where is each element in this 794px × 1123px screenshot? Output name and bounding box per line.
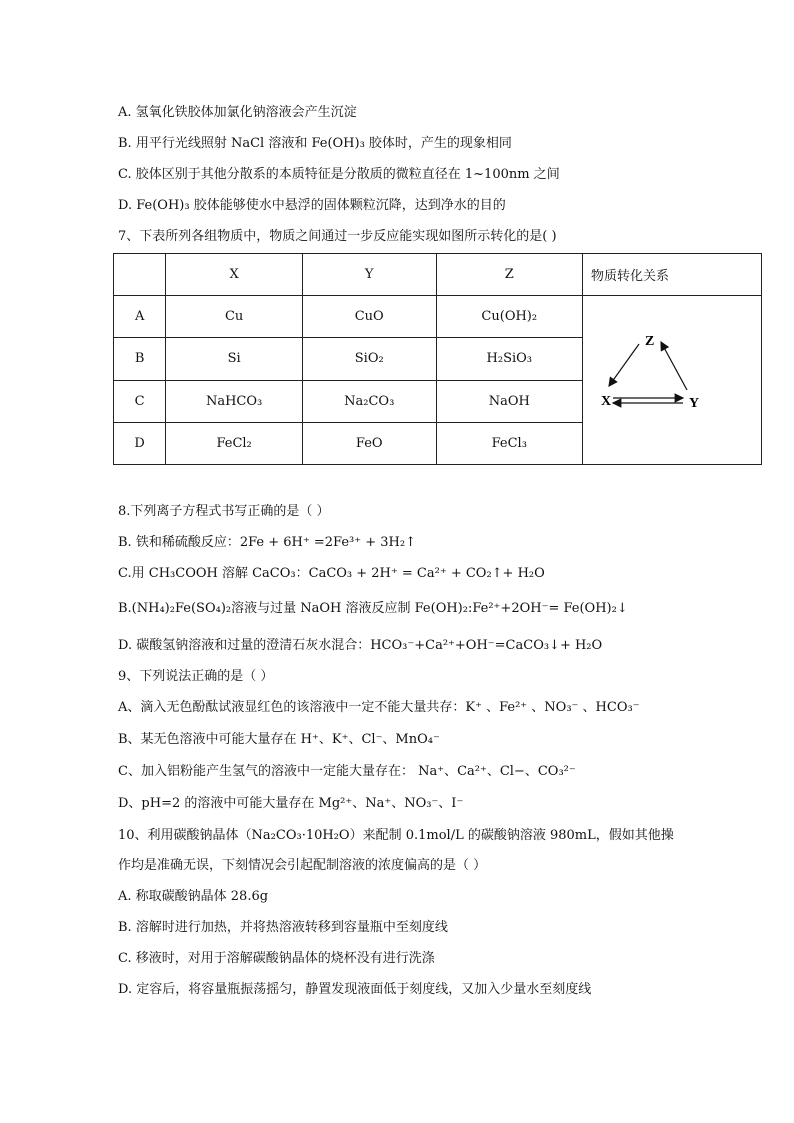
q6-option-b: B. 用平行光线照射 NaCl 溶液和 Fe(OH)₃ 胶体时，产生的现象相同 [118, 136, 512, 151]
q7-table [113, 253, 762, 465]
q8-stem: 8.下列离子方程式书写正确的是（ ） [118, 504, 330, 519]
q8-option-3: B.(NH₄)₂Fe(SO₄)₂溶液与过量 NaOH 溶液反应制 Fe(OH)₂:Fe²⁺+2OH⁻= Fe(OH)₂↓ [118, 601, 628, 616]
cell-x: FeCl₂ [166, 422, 303, 464]
cell-y: FeO [302, 422, 436, 464]
q10-option-d: D. 定容后，将容量瓶振荡摇匀，静置发现液面低于刻度线，又加入少量水至刻度线 [118, 982, 592, 997]
q9-option-a: A、滴入无色酚酞试液显红色的该溶液中一定不能大量共存：K⁺ 、Fe²⁺ 、NO₃⁻ 、HCO₃⁻ [118, 700, 640, 715]
q8-option-1: B. 铁和稀硫酸反应：2Fe + 6H⁺ =2Fe³⁺ + 3H₂↑ [118, 535, 416, 550]
header-cell-x: X [166, 254, 303, 296]
arrow-y-to-z [661, 342, 687, 390]
conversion-diagram-cell [583, 296, 762, 465]
q9-option-d: D、pH=2 的溶液中可能大量存在 Mg²⁺、Na⁺、NO₃⁻、I⁻ [118, 796, 464, 811]
cell-x: NaHCO₃ [166, 380, 303, 422]
q10-stem-line-1: 10、利用碳酸钠晶体（Na₂CO₃·10H₂O）来配制 0.1mol/L 的碳酸钠溶液 980mL，假如其他操 [118, 828, 674, 843]
q10-option-b: B. 溶解时进行加热，并将热溶液转移到容量瓶中至刻度线 [118, 920, 448, 935]
q9-option-b: B、某无色溶液中可能大量存在 H⁺、K⁺、Cl⁻、MnO₄⁻ [118, 732, 440, 747]
table-header-row [114, 254, 762, 296]
conversion-diagram [583, 296, 761, 460]
table-row [114, 296, 762, 338]
diagram-y-label: Y [689, 396, 700, 411]
cell-z: Cu(OH)₂ [436, 296, 582, 338]
arrow-z-to-x [609, 344, 639, 386]
q6-option-d: D. Fe(OH)₃ 胶体能够使水中悬浮的固体颗粒沉降，达到净水的目的 [118, 198, 506, 213]
cell-z: FeCl₃ [436, 422, 582, 464]
header-cell-y: Y [302, 254, 436, 296]
q9-stem: 9、下列说法正确的是（ ） [118, 669, 274, 684]
row-label: C [114, 380, 166, 422]
cell-y: Na₂CO₃ [302, 380, 436, 422]
header-cell-z: Z [436, 254, 582, 296]
q6-option-c: C. 胶体区别于其他分散系的本质特征是分散质的微粒直径在 1~100nm 之间 [118, 167, 560, 182]
header-cell-label [114, 254, 166, 296]
cell-x: Cu [166, 296, 303, 338]
diagram-z-label: Z [645, 334, 655, 349]
cell-y: CuO [302, 296, 436, 338]
row-label: B [114, 338, 166, 380]
cell-x: Si [166, 338, 303, 380]
q8-option-2: C.用 CH₃COOH 溶解 CaCO₃：CaCO₃ + 2H⁺ = Ca²⁺ + CO₂↑+ H₂O [118, 566, 545, 581]
diagram-x-label: X [601, 394, 612, 409]
q10-stem-line-2: 作均是准确无误，下刻情况会引起配制溶液的浓度偏高的是（ ） [118, 858, 487, 873]
q10-option-c: C. 移液时，对用于溶解碳酸钠晶体的烧杯没有进行洗涤 [118, 951, 435, 966]
row-label: D [114, 422, 166, 464]
cell-z: H₂SiO₃ [436, 338, 582, 380]
header-cell-relation: 物质转化关系 [583, 254, 762, 296]
q7-stem: 7、下表所列各组物质中，物质之间通过一步反应能实现如图所示转化的是( ) [118, 229, 557, 244]
cell-y: SiO₂ [302, 338, 436, 380]
q9-option-c: C、加入铝粉能产生氢气的溶液中一定能大量存在： Na⁺、Ca²⁺、Cl−、CO₃²⁻ [118, 764, 576, 779]
q10-option-a: A. 称取碳酸钠晶体 28.6g [118, 889, 269, 904]
row-label: A [114, 296, 166, 338]
q6-option-a: A. 氢氧化铁胶体加氯化钠溶液会产生沉淀 [118, 105, 357, 120]
cell-z: NaOH [436, 380, 582, 422]
q8-option-4: D. 碳酸氢钠溶液和过量的澄清石灰水混合：HCO₃⁻+Ca²⁺+OH⁻=CaCO₃↓+ H₂O [118, 638, 603, 653]
